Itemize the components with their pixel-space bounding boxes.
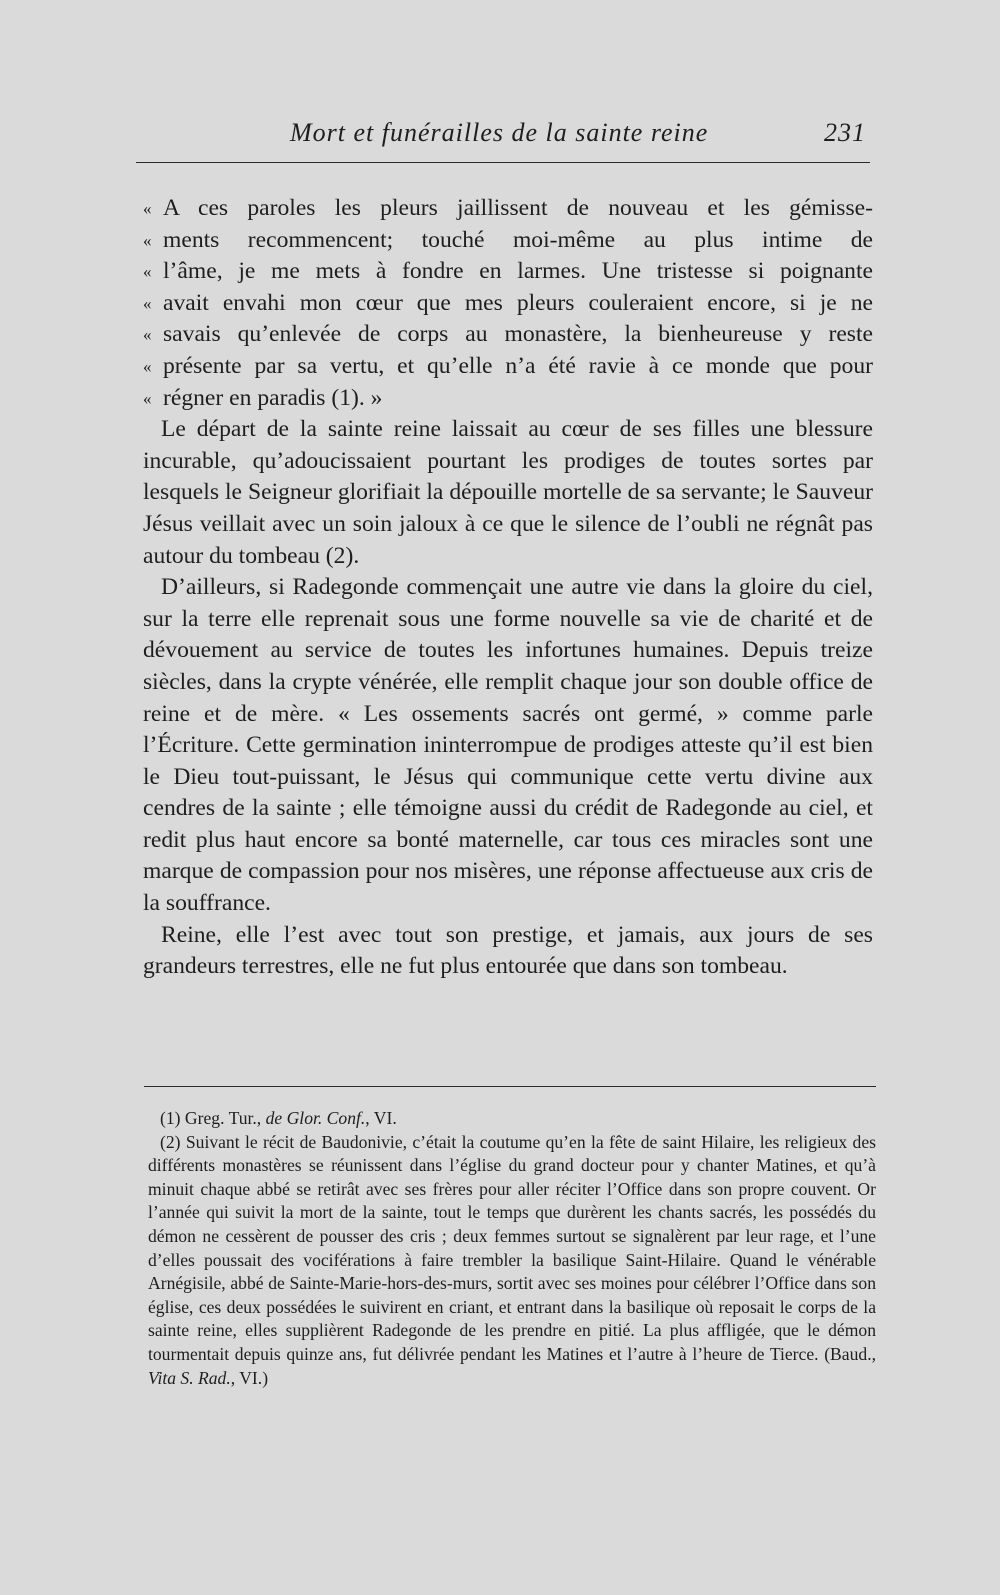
footnote-text: , VI. <box>365 1108 397 1128</box>
quote-line <box>143 383 873 415</box>
quote-mark: « <box>143 230 152 250</box>
quote-mark: « <box>143 325 152 345</box>
quote-line-text: avait envahi mon cœur que mes pleurs couleraient encore, si je ne <box>163 289 873 316</box>
page-header <box>140 112 870 162</box>
quote-mark: « <box>143 388 152 408</box>
quote-mark: « <box>143 199 152 218</box>
footnote-text: , VI.) <box>230 1367 269 1388</box>
quote-line <box>143 256 873 288</box>
footnote-2 <box>148 1131 876 1391</box>
quote-line-text: régner en paradis (1). » <box>163 384 383 411</box>
quotation-block <box>143 193 873 414</box>
footnote-marker: (2) <box>160 1131 181 1152</box>
footnote-rule <box>144 1086 876 1087</box>
quote-line-text: ments recommencent; touché moi-même au plus intime de <box>163 226 873 253</box>
quote-line <box>143 351 873 383</box>
footnotes <box>148 1107 876 1390</box>
footnote-text: Greg. Tur., <box>184 1108 262 1128</box>
quote-line-text: A ces paroles les pleurs jaillissent de nouveau et les gémisse- <box>163 195 873 221</box>
footnote-title: de Glor. Conf. <box>265 1108 366 1128</box>
footnote-title: Vita S. Rad. <box>148 1367 231 1388</box>
paragraph: D’ailleurs, si Radegonde commençait une autre vie dans la gloire du ciel, sur la terre elle reprenait sous une forme nouvelle sa vie de charité et de dévouement au service de toutes les infortunes humaines. Depuis treize siècles, dans la crypte vénérée, elle remplit chaque jour son double office de reine et de mère. « Les ossements sacrés ont germé, » comme parle l’Écriture. Cette germination ininterrompue de prodiges atteste qu’il est bien le Dieu tout-puissant, le Jésus qui communique cette vertu divine aux cendres de la sainte ; elle témoigne aussi du crédit de Radegonde au ciel, et redit plus haut encore sa bonté maternelle, car tous ces miracles sont une marque de compassion pour nos misères, une réponse affectueuse aux cris de la souffrance. <box>143 574 873 917</box>
quote-line-text: savais qu’enlevée de corps au monastère, la bienheureuse y reste <box>163 321 873 348</box>
page-number: 231 <box>824 118 866 147</box>
quote-mark: « <box>143 262 152 282</box>
paragraph: Reine, elle l’est avec tout son prestige, et jamais, aux jours de ses grandeurs terrestres, elle ne fut plus entourée que dans son tombeau. <box>143 921 873 980</box>
paragraph: Le départ de la sainte reine laissait au cœur de ses filles une blessure incurable, qu’adoucissaient pourtant les prodiges de toutes sortes par lesquels le Seigneur glorifiait la dépouille mortelle de sa servante; le Sauveur Jésus veillait avec un soin jaloux à ce que le silence de l’oubli ne régnât pas autour du tombeau (2). <box>143 416 873 569</box>
running-title: Mort et funérailles de la sainte reine <box>290 118 709 147</box>
quote-line <box>143 193 873 225</box>
quote-line-text: l’âme, je me mets à fondre en larmes. Une tristesse si poignante <box>163 258 873 285</box>
quote-line <box>143 225 873 257</box>
quote-mark: « <box>143 293 152 313</box>
quote-line <box>143 319 873 351</box>
footnote-marker: (1) <box>160 1108 181 1128</box>
header-rule <box>136 162 870 163</box>
main-text <box>143 193 873 983</box>
quote-line-text: présente par sa vertu, et qu’elle n’a été ravie à ce monde que pour <box>163 352 873 379</box>
quote-mark: « <box>143 356 152 376</box>
quote-line <box>143 288 873 320</box>
footnote-1 <box>148 1107 876 1131</box>
footnote-text: Suivant le récit de Baudonivie, c’était la coutume qu’en la fête de saint Hilaire, les religieux des différents monastères se réunissent dans l’église du grand docteur pour y chanter Matines, et qu’à minuit chaque abbé se retirât avec ses frères pour aller réciter l’Office dans son propre couvent. Or l’année qui suivit la mort de la sainte, tout le temps que durèrent les chants sacrés, les possédés du démon ne cessèrent de pousser des cris ; deux femmes surtout se signalèrent par leur rage, et l’une d’elles poussait des vociférations à faire trembler la basilique Saint-Hilaire. Quand le vénérable Arnégisile, abbé de Sainte-Marie-hors-des-murs, sortit avec ses moines pour célébrer l’Office dans son église, ces deux possédées le suivirent en criant, et entrant dans la basilique où reposait le corps de la sainte reine, elles supplièrent Radegonde de les prendre en pitié. La plus affligée, que le démon tourmentait depuis quinze ans, fut délivrée pendant les Matines et l’autre à l’heure de Tierce. (Baud., <box>148 1131 876 1364</box>
